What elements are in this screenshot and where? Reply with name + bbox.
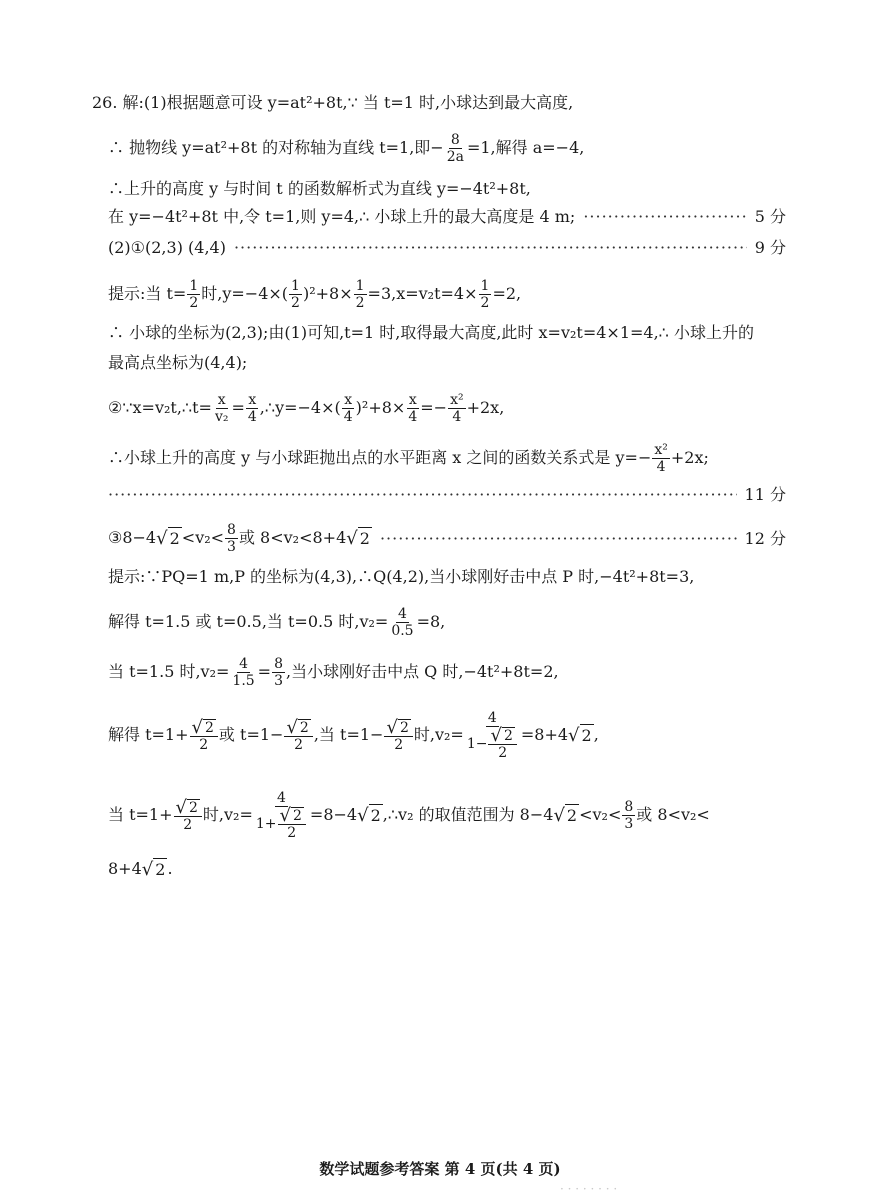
fraction: $\frac{8}{3}$	[624, 799, 634, 832]
square-root: √ 2	[346, 528, 370, 549]
fraction: $\frac{8}{3}$	[227, 522, 236, 555]
line-3: ∴上升的高度 y 与时间 t 的函数解析式为直线 y=−4t²+8t,	[108, 179, 531, 198]
line-12: ③8−4 √ 2 <v₂< $\frac{8}{3}$ 或 8<v₂<8+4 √ 2 ····· 12 分	[108, 522, 786, 555]
fraction: √ 2 2	[284, 719, 312, 753]
fraction: √ 2 2	[488, 727, 516, 761]
fraction: $\frac{4}{1.5}$	[232, 656, 255, 689]
fraction: √ 2 2	[384, 719, 412, 753]
line-5: (2)①(2,3) (4,4) ····· 9 分	[108, 237, 786, 259]
line-6: 提示:当 t= $\frac{1}{2}$ 时,y=−4×( $\frac{1}{2}$ )²+8× $\frac{1}{2}$ =3,x=v₂t=4× $\frac{1}{2}$ =2,	[108, 278, 522, 311]
square-root: √ 2	[175, 796, 198, 818]
fraction: 4 1+ √ 2 2	[254, 790, 309, 841]
fraction: √ 2 2	[190, 719, 218, 753]
fraction: √ 2 2	[174, 799, 202, 833]
square-root: √ 2	[141, 859, 166, 880]
dot-leader	[380, 528, 737, 550]
square-root: √ 2	[553, 805, 578, 826]
line-13: 提示:∵PQ=1 m,P 的坐标为(4,3),∴Q(4,2),当小球刚好击中点 P 时,−4t²+8t=3,	[108, 567, 695, 586]
line-18: 8+4 √ 2 .	[108, 859, 173, 880]
dot-leader	[108, 484, 737, 506]
square-root: √ 2	[490, 725, 513, 746]
fraction: $\frac{x}{\text{v₂}}$	[214, 392, 229, 425]
fraction: $\frac{4}{0.5}$	[391, 606, 414, 639]
fraction: $\frac{8}{2a}$	[446, 132, 464, 165]
dot-leader	[234, 237, 747, 259]
fraction: $\frac{1}{2}$	[291, 278, 300, 311]
score-label: 12 分	[744, 528, 786, 548]
fraction: 4 1− √ 2 2	[465, 710, 520, 761]
line-2: ∴ 抛物线 y=at²+8t 的对称轴为直线 t=1,即− $\frac{8}{2a}$ =1,解得 a=−4,	[108, 132, 585, 165]
line-16: 解得 t=1+ √ 2 2 或 t=1− √ 2 2 ,当 t=1− √ 2 2 时,v₂= 4 1− √ 2 2 =8+4 √ 2 ,	[108, 710, 599, 761]
square-root: √ 2	[386, 716, 409, 738]
line-1: 26. 解:(1)根据题意可设 y=at²+8t,∵ 当 t=1 时,小球达到最大高度,	[92, 93, 574, 112]
fraction: $\frac{1}{2}$	[355, 278, 365, 311]
square-root: √ 2	[279, 805, 302, 826]
fraction: $\frac{x}{4}$	[408, 392, 418, 425]
line-15: 当 t=1.5 时,v₂= $\frac{4}{1.5}$ = $\frac{8}{3}$ ,当小球刚好击中点 Q 时,−4t²+8t=2,	[108, 656, 559, 689]
square-root: √ 2	[286, 716, 309, 738]
fraction: $\frac{8}{3}$	[274, 656, 283, 689]
fraction: $\frac{\text{x²}}{4}$	[654, 442, 668, 475]
fraction: $\frac{1}{2}$	[480, 278, 490, 311]
watermark: · · · · · · · ·	[560, 1182, 618, 1196]
score-label: 11 分	[744, 485, 786, 504]
line-7: ∴ 小球的坐标为(2,3);由(1)可知,t=1 时,取得最大高度,此时 x=v₂t=4×1=4,∴ 小球上升的	[108, 323, 754, 342]
dot-leader	[583, 206, 746, 228]
fraction: $\frac{x}{4}$	[247, 392, 257, 425]
score-label: 5 分	[754, 207, 786, 226]
line-9: ②∵x=v₂t,∴t= $\frac{x}{\text{v₂}}$ = $\frac{x}{4}$ ,∴y=−4×( $\frac{x}{4}$ )²+8× $\frac{x}{4}$ =− $\frac{\text{x²}}{4}$ +2x,	[108, 392, 505, 425]
page-footer: 数学试题参考答案 第 4 页(共 4 页)	[319, 1160, 561, 1178]
fraction: $\frac{x}{4}$	[343, 392, 353, 425]
score-label: 9 分	[754, 238, 786, 257]
square-root: √ 2	[357, 805, 381, 826]
line-8: 最高点坐标为(4,4);	[108, 353, 248, 372]
line-10: ∴小球上升的高度 y 与小球距抛出点的水平距离 x 之间的函数关系式是 y=− $\frac{\text{x²}}{4}$ +2x;	[108, 442, 709, 475]
square-root: √ 2	[191, 716, 214, 738]
square-root: √ 2	[156, 528, 180, 549]
line-14: 解得 t=1.5 或 t=0.5,当 t=0.5 时,v₂= $\frac{4}{0.5}$ =8,	[108, 606, 446, 639]
fraction: $\frac{1}{2}$	[189, 278, 199, 311]
fraction: √ 2 2	[278, 807, 306, 841]
fraction: $\frac{\text{x²}}{4}$	[450, 392, 464, 425]
line-11	[108, 484, 786, 506]
line-4: 在 y=−4t²+8t 中,令 t=1,则 y=4,∴ 小球上升的最大高度是 4 m; ····· 5 分	[108, 206, 786, 228]
square-root: √ 2	[568, 725, 592, 746]
line-17: 当 t=1+ √ 2 2 时,v₂= 4 1+ √ 2 2 =8−4 √ 2 ,∴v₂ 的取值范围为 8−4 √ 2 <v₂< $\frac{8}{3}$ 或 8<v₂<	[108, 790, 710, 841]
